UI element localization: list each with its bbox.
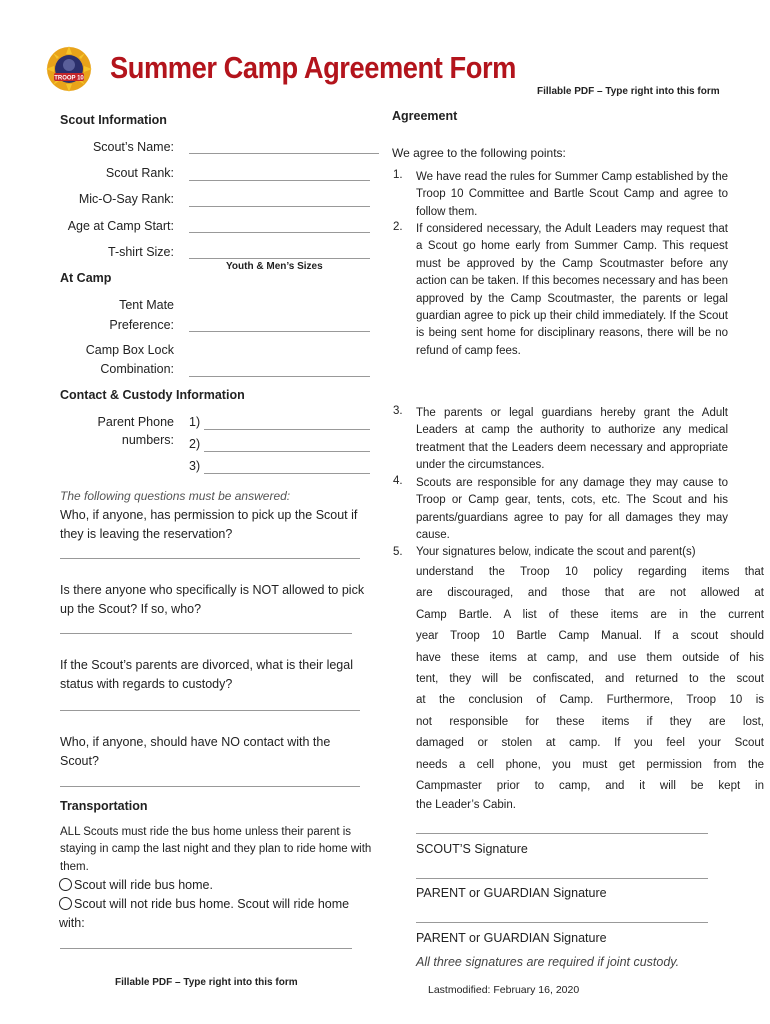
no-bus-radio[interactable] — [59, 897, 72, 910]
svg-text:TROOP 10: TROOP 10 — [54, 75, 84, 82]
point-5-line: damaged or stolen at camp. If you feel your Scout — [416, 737, 764, 750]
camp-box-label: Camp Box Lock — [85, 343, 174, 357]
scouts-name-field[interactable] — [189, 153, 379, 154]
form-title: Summer Camp Agreement Form — [110, 50, 516, 85]
parent-phone-label-2: numbers: — [121, 433, 174, 447]
phone-3-field[interactable] — [204, 473, 370, 474]
parent-phone-label: Parent Phone — [97, 415, 174, 429]
parent-signature-2-label: PARENT or GUARDIAN Signature — [416, 931, 607, 945]
questions-intro: The following questions must be answered: — [60, 489, 291, 503]
point-5-first-line: Your signatures below, indicate the scout and parent(s) — [416, 546, 696, 558]
transportation-heading: Transportation — [60, 799, 148, 813]
point-5-line: needs a cell phone, you must get permission from the — [416, 758, 764, 771]
point-3-text: The parents or legal guardians hereby grant the Adult Leaders at camp the authority to authorize any medical treatment that the Leaders deem necessary and appropriate under the circumstances. — [416, 407, 728, 472]
question-no-contact: Who, if anyone, should have NO contact with the Scout? — [60, 735, 331, 768]
answer-no-contact-field[interactable] — [60, 786, 360, 787]
transportation-text: ALL Scouts must ride the bus home unless their parent is staying in camp the last night and they plan to ride home with them. — [60, 826, 372, 873]
ride-bus-radio[interactable] — [59, 878, 72, 891]
point-5-line: Camp Bartle. A list of these items are in the current — [416, 608, 764, 621]
point-4-number: 4. — [393, 475, 403, 487]
parent-signature-1-label: PARENT or GUARDIAN Signature — [416, 886, 607, 900]
scouts-name-label: Scout’s Name: — [92, 140, 174, 154]
fillable-note-bottom: Fillable PDF – Type right into this form — [115, 977, 298, 988]
point-5-last-line: the Leader’s Cabin. — [416, 799, 516, 811]
no-bus-option[interactable] — [59, 895, 359, 933]
troop-logo — [46, 46, 92, 92]
age-at-camp-field[interactable] — [189, 232, 370, 233]
at-camp-heading: At Camp — [60, 271, 112, 285]
contact-heading: Contact & Custody Information — [60, 388, 245, 402]
point-5-line: tent, they will be confiscated, and returned to the scout — [416, 673, 764, 686]
camp-box-label-2: Combination: — [100, 362, 174, 376]
tent-mate-label: Tent Mate — [119, 298, 174, 312]
point-5-line: at the conclusion of Camp. Furthermore, Troop 10 is — [416, 694, 764, 707]
ride-bus-label: Scout will ride bus home. — [74, 878, 213, 892]
question-not-allowed: Is there anyone who specifically is NOT allowed to pick up the Scout? If so, who? — [60, 583, 365, 616]
answer-not-allowed-field[interactable] — [60, 633, 352, 634]
agreement-heading: Agreement — [392, 109, 458, 123]
camp-box-field[interactable] — [189, 376, 370, 377]
parent-signature-2-field[interactable] — [416, 922, 708, 923]
last-modified: Lastmodified: February 16, 2020 — [428, 984, 580, 996]
point-5-line: not responsible for these items if they are lost, — [416, 715, 764, 728]
point-1-number: 1. — [393, 169, 403, 181]
phone-2-label: 2) — [189, 437, 201, 451]
scout-signature-label: SCOUT’S Signature — [416, 842, 528, 856]
answer-pickup-field[interactable] — [60, 558, 360, 559]
phone-2-field[interactable] — [204, 451, 370, 452]
parent-signature-1-field[interactable] — [416, 878, 708, 879]
point-5-line: year Troop 10 Bartle Camp Manual. If a scout should — [416, 630, 764, 643]
point-1-text: We have read the rules for Summer Camp established by the Troop 10 Committee and Bartle Scout Camp and agree to follow them. — [416, 171, 728, 218]
point-2-number: 2. — [393, 221, 403, 233]
point-3-number: 3. — [393, 405, 403, 417]
phone-1-field[interactable] — [204, 429, 370, 430]
point-5-line: Campmaster prior to camp, and it will be kept in — [416, 780, 764, 793]
mic-o-say-rank-label: Mic-O-Say Rank: — [78, 192, 174, 206]
age-at-camp-label: Age at Camp Start: — [67, 219, 174, 233]
point-5-line: have these items at camp, and use them outside of his — [416, 651, 764, 664]
point-5-lines — [416, 562, 764, 797]
tshirt-size-note: Youth & Men’s Sizes — [226, 261, 323, 272]
scout-signature-field[interactable] — [416, 833, 708, 834]
tent-mate-field[interactable] — [189, 331, 370, 332]
phone-1-label: 1) — [189, 415, 201, 429]
question-custody: If the Scout’s parents are divorced, what is their legal status with regards to custody? — [60, 658, 353, 691]
ride-bus-option[interactable] — [59, 876, 213, 895]
scout-rank-label: Scout Rank: — [105, 166, 174, 180]
tent-mate-label-2: Preference: — [109, 318, 174, 332]
point-5-line: are discouraged, and those that are not allowed at — [416, 587, 764, 600]
question-pickup: Who, if anyone, has permission to pick up the Scout if they is leaving the reservation? — [60, 508, 358, 541]
phone-3-label: 3) — [189, 459, 201, 473]
agreement-intro: We agree to the following points: — [392, 146, 566, 160]
scout-rank-field[interactable] — [189, 180, 370, 181]
tshirt-size-label: T-shirt Size: — [108, 245, 174, 259]
point-5-number: 5. — [393, 546, 403, 558]
tshirt-size-field[interactable] — [189, 258, 370, 259]
answer-custody-field[interactable] — [60, 710, 360, 711]
ride-home-with-field[interactable] — [60, 948, 352, 949]
mic-o-say-rank-field[interactable] — [189, 206, 370, 207]
no-bus-label: Scout will not ride bus home. Scout will ride home with: — [59, 897, 350, 930]
signature-note: All three signatures are required if joint custody. — [416, 955, 680, 969]
point-2-text: If considered necessary, the Adult Leaders may request that a Scout go home early from Summer Camp. This request must be approved by the Camp Scoutmaster before any action can be taken. If this becomes necessary and has been approved by the Camp Scoutmaster, the parents or legal guardian agree to pick up their child immediately. If the Scout is being sent home for disciplinary reasons, there will be no refund of camp fees. — [416, 223, 728, 357]
fillable-note-top: Fillable PDF – Type right into this form — [537, 86, 720, 97]
point-5-line: understand the Troop 10 policy regarding items that — [416, 566, 764, 578]
scout-info-heading: Scout Information — [60, 113, 167, 127]
point-4-text: Scouts are responsible for any damage they may cause to Troop or Camp gear, tents, cots, etc. The Scout and his parents/guardians agree to pay for all damages they may cause. — [416, 477, 728, 542]
